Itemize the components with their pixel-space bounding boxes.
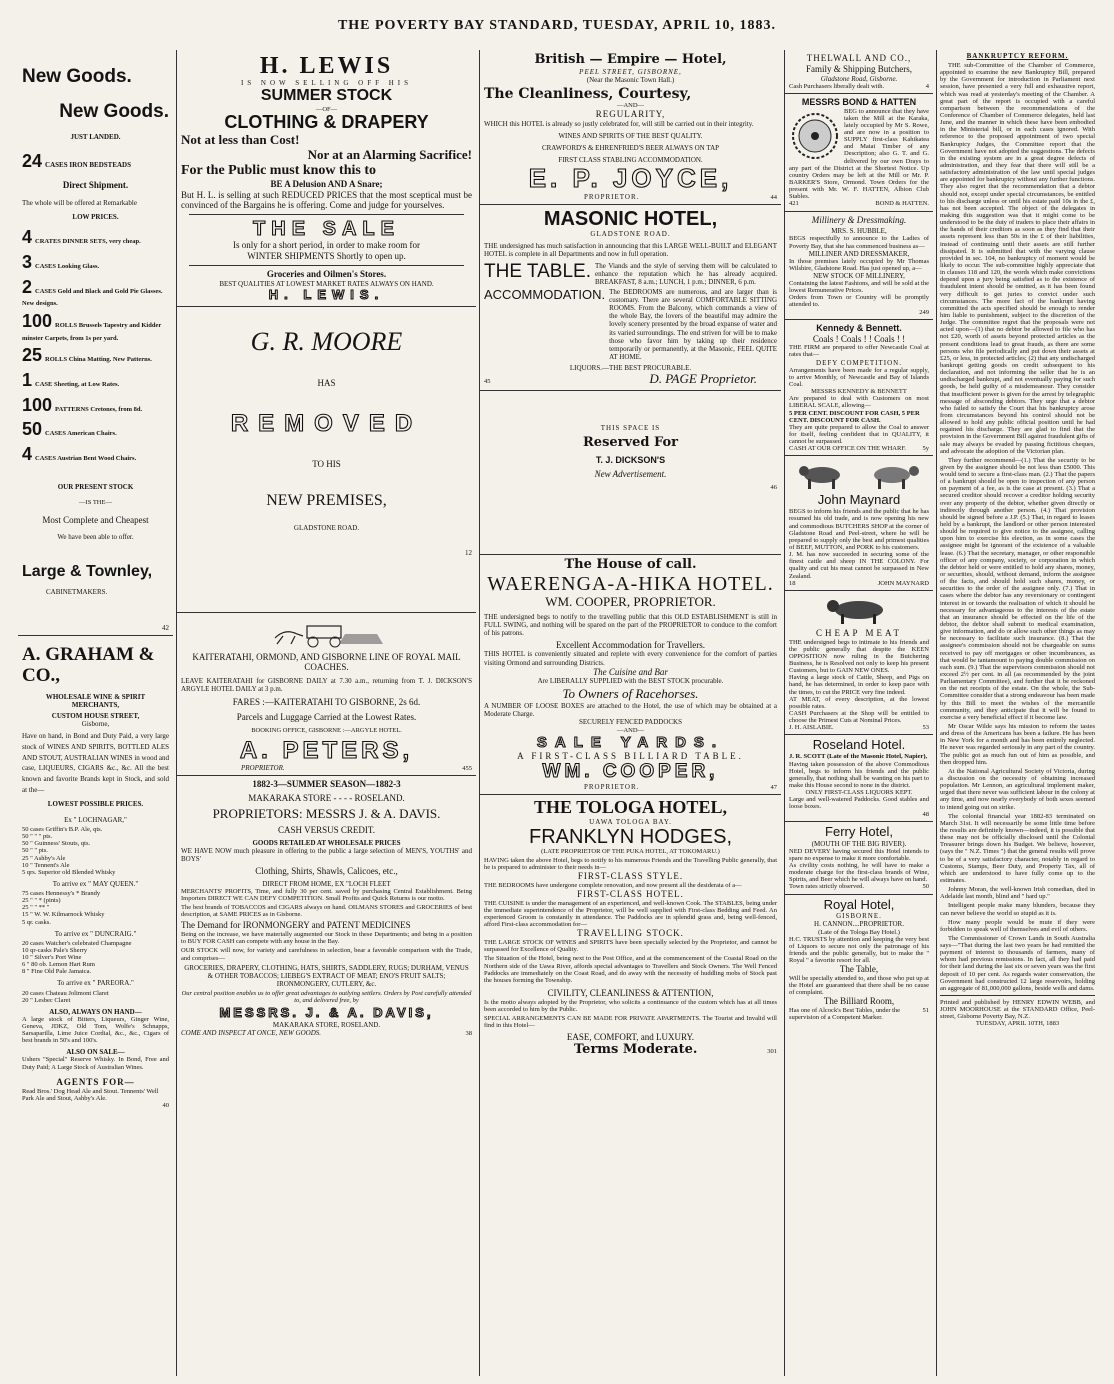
uawa: UAWA TOLOGA BAY. <box>589 817 672 826</box>
graham-body: Have on hand, in Bond and Duty Paid, a very large stock of WINES AND SPIRITS, BOTTLED ALES AND STOUT, AUSTRALIAN WINES in wood and case, LIQUEURS, CIGARS &c., &c. All the best known and favorite Brands kept in Stock, and sold at the— <box>22 731 169 795</box>
royal-heading: Royal Hotel, <box>823 896 895 912</box>
just-landed: JUST LANDED. <box>70 132 121 141</box>
ad-number-46: 46 <box>770 484 777 492</box>
thelwall-heading: THELWALL AND CO., <box>806 53 912 63</box>
low-prices: LOW PRICES. <box>72 213 119 222</box>
list-item: 10 " Silver's Port Wine <box>22 954 82 962</box>
and-1: —AND— <box>616 102 645 110</box>
masonic-ad <box>480 205 781 391</box>
central-position: Our central position enables us to offer great advantages to outlying settlers. Orders by Post carefully attended to, and delivered free, by <box>181 989 472 1004</box>
containing: Containing the latest Fashions, and will be sold at the lowest Remunerative Prices. <box>789 280 929 295</box>
groceries-list: GROCERIES, DRAPERY, CLOTHING, HATS, SHIRTS, SADDLERY, RUGS; DURHAM, VENUS & OTHER TOBACCOS; LIEBEG'S EXTRACT OF MEAT; ENO'S FRUIT SALTS; IRONMONGERY, CUTLERY, &c. <box>184 963 469 988</box>
also-on-sale: ALSO ON SALE— <box>66 1048 125 1057</box>
ad-number: 42 <box>162 623 169 632</box>
large-stock: THE LARGE STOCK OF WINES and SPIRITS have been specially selected by the Proprietor, and cannot be surpassed for Excellence of Quality. <box>484 939 777 954</box>
ad-number-2: 40 <box>162 1101 169 1109</box>
goods-item-text: ROLLS Brussels Tapestry and Kidder minster Carpets, from 1s per yard. <box>22 321 162 342</box>
dickson: T. J. DICKSON'S <box>595 454 666 465</box>
lewis-heading: H. LEWIS <box>259 53 394 79</box>
having-taken: HAVING taken the above Hotel, begs to notify to his numerous Friends and the Travelling Public generally, that he is prepared to administer to their needs in— <box>484 856 777 871</box>
lowest-prices: LOWEST POSSIBLE PRICES. <box>47 799 144 808</box>
and-2: —AND— <box>616 726 645 734</box>
best-qualities: BEST QUALITIES AT LOWEST MARKET RATES ALWAYS ON HAND. <box>219 279 434 288</box>
most-complete: Most Complete and Cheapest <box>42 514 149 525</box>
british-heading: British — Empire — Hotel, <box>534 52 727 67</box>
new-premises: NEW PREMISES, <box>266 492 387 510</box>
thelwall-ad <box>785 50 933 94</box>
goods-item-qty: 1 <box>22 369 33 390</box>
moore-heading: G. R. MOORE <box>250 326 403 356</box>
maynard-text-2: J. M. has now succeeded in securing some of the finest cattle and sheep IN THE COLONY. For quality and cut his meat cannot be surpassed in New Zealand. <box>789 551 929 580</box>
waerenga-heading: WAERENGA-A-HIKA HOTEL. <box>487 572 774 595</box>
proprietors: PROPRIETORS: MESSRS J. & A. DAVIS. <box>212 806 441 822</box>
nor-sacrifice: Nor at an Alarming Sacrifice! <box>307 146 472 162</box>
is-the: —IS THE— <box>79 499 112 507</box>
goods-item <box>22 277 169 308</box>
goods-list <box>22 227 169 465</box>
cheap-text-3: AT MEAT, of every description, at the lowest possible rates. <box>789 695 929 710</box>
goods-item <box>22 444 169 466</box>
the-sale: THE SALE <box>253 218 400 241</box>
coals: Coals ! Coals ! ! Coals ! ! <box>812 333 906 344</box>
demand: The Demand for IRONMONGERY and PATENT MEDICINES <box>181 920 411 931</box>
civility: CIVILITY, CLEANLINESS & ATTENTION, <box>547 987 714 998</box>
crawford: CRAWFORD'S & EHRENFRIED'S BEER ALWAYS ON TAP <box>541 144 720 153</box>
goods-item-text: CASE Sheeting, at Low Rates. <box>35 380 120 388</box>
bond-hatten-ad <box>785 94 933 212</box>
removed: REMOVED <box>230 409 423 437</box>
list-item: 5 qr. casks. <box>22 918 51 926</box>
convenient: THIS HOTEL is conveniently situated and replete with every convenience for the comfort of parties visiting Ormond and surrounding Districts. <box>484 650 777 667</box>
sale-period: Is only for a short period, in order to make room for <box>233 240 420 251</box>
goods-item <box>22 227 169 249</box>
list-item: 50 " Guinness' Stouts, qts. <box>22 840 91 848</box>
goods-item <box>22 395 169 417</box>
agents-for: AGENTS FOR— <box>56 1076 135 1087</box>
billiard-table: A FIRST-CLASS BILLIARD TABLE. <box>517 750 744 761</box>
lewis-ad <box>177 50 476 307</box>
deal-text: Are prepared to deal with Customers on most LIBERAL SCALE, allowing— <box>789 395 929 410</box>
list-item: 25 " " * (pints) <box>22 897 61 905</box>
list-item: 75 cases Hennessy's * Brandy <box>22 890 101 898</box>
bedrooms: THE BEDROOMS have undergone complete renovation, and now present all the desiderata of a— <box>484 881 742 889</box>
bull-illustration <box>819 596 899 626</box>
ad-number-3: 12 <box>465 548 472 557</box>
list-item: 8 " Fine Old Pale Jamaica. <box>22 968 92 976</box>
goods-item-qty: 25 <box>22 345 43 366</box>
delusion: BE A Delusion AND A Snare; <box>270 178 383 189</box>
maynard-heading: John Maynard <box>817 492 901 508</box>
peters-footer: PROPRIETOR. 455 <box>241 764 472 773</box>
civility-costs: As civility costs nothing, he will have to make a moderate charge for the first-class brands of Wine, Spirits, and Beer which he will always have on hand. <box>789 861 929 884</box>
fares: FARES :—KAITERATAHI TO GISBORNE, 2s 6d. <box>232 697 421 708</box>
kennedy-ad <box>785 320 933 457</box>
h-lewis-sig: H. LEWIS. <box>268 286 385 302</box>
list-item: 25 " " ** " <box>22 904 50 912</box>
news-paragraph: The Commissioner of Crown Lands in South Australia says—"That during the last two years he had remitted the payment of interest to thousands of farmers, many of whom had previous remissions. In fact, all they had paid for their land during the last six or seven years was the first deposit of 10 per cent. As regards water conservation, the Government had constructed 12 large reservoirs, holding an aggregate of 81,000,000 gallons, beside wells and dams. <box>940 934 1095 992</box>
increase: Being on the increase, we have materially augmented our Stock in these Departments; and being in a position to BUY FOR CASH can compete with any house in the Bay. <box>181 931 472 946</box>
table-text: Will be specially attended to, and those who put up at the Hotel are guaranteed that there shall be no cause of complaint. <box>789 975 929 997</box>
maynard-ad <box>785 456 933 590</box>
list-item: 10 qr-casks Pale's Sherry <box>22 946 88 954</box>
joyce-heading: E. P. JOYCE, <box>528 163 733 194</box>
of: —OF— <box>315 105 338 113</box>
late-puka: (LATE PROPRIETOR OF THE PUKA HOTEL, AT TOKOMARU.) <box>541 847 720 855</box>
loose-boxes: A NUMBER OF LOOSE BOXES are attached to the Hotel, the use of which may be obtained at a Moderate Charge. <box>484 702 777 719</box>
bankruptcy-heading: BANKRUPTCY REFORM. <box>966 52 1069 60</box>
roseland-ad <box>785 735 933 821</box>
goods-item-text: CASES American Chairs. <box>45 430 117 438</box>
davis-footer: COME AND INSPECT AT ONCE, NEW GOODS. 38 <box>181 1029 472 1038</box>
this-space: THIS SPACE IS <box>600 423 661 432</box>
coaches-heading: KAITERATAHI, ORMOND, AND GISBORNE LINE OF ROYAL MAIL COACHES. <box>192 651 461 673</box>
list-item: 20 cases Watcher's celebrated Champagne <box>22 939 132 947</box>
franklyn-hodges: FRANKLYN HODGES, <box>529 825 732 848</box>
goods-item-text: PATTERNS Cretones, from 8d. <box>55 405 143 413</box>
bond-text: BEG to announce that they have taken the Mill at the Karaka, lately occupied by Mr S. Rowe, and are now in a position to SUPPLY first-class Kahikatea and Matai Timber of any Description; also G. T. and G. delivered by our own Drays to any part of the District at the Shortest Notice. Up country Orders may be left at the Mill or Mr. P. BARKER'S Store, Ormond. Town Orders for the present with Mr. W. F. HATTEN, Albion Club Stables. <box>789 107 929 201</box>
agents-text: Read Bros.' Dog Head Ale and Stout. Tennents' Well Park Ale and Stout, Ashby's Ale. <box>22 1087 159 1102</box>
coach-illustration <box>267 618 387 650</box>
news-paragraph: THE sub-Committee of the Chamber of Commerce, appointed to examine the new Bankruptcy Bill, prepared by the Government for introduction in Parliament next session, have presented a very full and exhaustive report, which was read at yesterday's meeting of the Chamber. A great part of the report is occupied with a careful comparison between the recommendations of the Conference of Chamber of Commerce delegates, held last June, and the manner in which these have been embodied in the Ministerial bill, or in each cases ignored. With reference to the proposed appointment of two special Bankruptcy Judges, the Committee report that the Government have not adopted the suggestions. The defects in the existing system are in a great degree defects of administration, and they fear that there will still be a satisfactory administration of the law until special judges are appointed for bankruptcy without any further functions. They also regret that the recommendation that a debtor should not, except under special circumstances, be entitled to his discharge unless or until his estate paid 10s in the £, has not been accepted. The object of the delegates in making this suggestion was that it might come to be understood to be the duty of traders to place their affairs in the hands of their creditors as soon as they find that their assets represent less than 50s in the £ of their liabilities, instead of continuing until their assets are still further dissipated. It is submitted that with the varying clause provided in sec. 104, no bankruptcy of moment would be likely to occur. The sub-committee highly appreciate that in clauses 118 and 120, the words which make convictions depend upon a jury being satisfied as to the existence of fraudulent intent should be omitted, as it has been found very difficult to get juries to convict under such circumstances. The more fact of the bankrupt having committed the acts specified should be enough to render him liable to punishment, subject to the discretion of the Judge. The committee regret that the proposals were not acted upon—(1) that no debtor be allowed to file who has not £20, worth of assets beyond protected articles as the present conditions lead to great frauds, as there are some persons who file periodically and put down their assets at £25, or less, in protected articles; (2) that any undischarged bankrupt getting goods on credit subsequent to his declaration, and not informing the seller that he is an undischarged bankrupt, and not eventually paying for such goods, be held guilty of a misdemeanour. They consider that insufficient power is given for the arrest by telegraphic message of absconding debtors. They urge that a debtor who failed to satisfy the Court that his bankruptcy arose from circumstances beyond his control should not be allowed to hold any public official position until he had regained his discharge. They are glad to find that the provision in the Government Bill against fraudulent gifts of sale may always be evaded by passing fictitious cheques, and advocate the adoption of the Victorian plan. <box>940 62 1095 455</box>
list-item: 6 " 80 ob. Lemon Hart Rum <box>22 961 95 969</box>
column-3 <box>479 50 781 1376</box>
situation: The Situation of the Hotel, being next to the Post Office, and at the commencement of the Coastal Road on the Northern side of the Uawa River, affords special advantages to Travellers and Stock Owners. The Well Fenced Paddocks are immediately on the Coast Road, and do away with the necessity of huddling mobs of Stock past the houses forming the Township. <box>484 955 777 984</box>
news-paragraph: They further recommend—(1.) That the security to be given by the assignee should be not less than £5000. This would tend to secure a first-class man. (2.) That the papers of a bankrupt should be open to inspection of any person on payment of a fee, as is the case at present. (3.) That a secured creditor should recover a creditor holding security over any property of the debtor, whether given directly or indirectly through another person. (4.) That provision should be signed before a J.P. (5.) That, in regard to leases held by a bankrupt, the landlord or other person interested should be required to give notice to the assignee, calling upon him to exercise his election, as in some cases the assignee might be ignorant of the existence of a valuable lease. (6.) That the secretary, manager, or other responsible officer of any company, society, or corporation in which the debtor held or were entitled to hold any shares, money, or securities, should, without demand, inform the assignee of the facts, and should hold such shares, money, or securities to the order of the assignee only. (7.) That in cases where the debtor has any reversionary or contingent interest in or towards the realisation of which it should be necessary for advantageous to the interests of the estate that an insurance should be effected on the life of the debtor, the debtor shall submit to medical examination, give information, and do or allow such other things as may be necessary to facilitate such insurance. (8.) That the assignee's commission should not be chargeable on sums received to pay off mortgages or other incumbrances, as that would be tantamount to paying double commission on each sum. (9.) That the supervisors commission should not exceed 2½ per cent. in all (as recommended by the joint Parliamentary Committee), and further that it be reckoned on the net receipts of the estate. On the whole, the Sub-Committee consider that a strong endeavour has been made by this Bill to meet the wishes of the mercantile community, and they anticipate that it will be found to exercise a very beneficial effect if it become law. <box>940 456 1095 721</box>
waerenga-ad <box>480 555 781 795</box>
list-item: 15 " W. W. Kilmarnock Whisky <box>22 911 105 919</box>
graham-heading: A. GRAHAM & CO., <box>22 643 155 686</box>
thelwall-address: Gladstone Road, Gisborne. <box>820 74 898 83</box>
graham-ad <box>18 636 173 1112</box>
hc-text: H.C. TRUSTS by attention and keeping the very best of Liquors to secure not only the patronage of his friends and the public generally, but to make the " Royal " a favorite resort for all. <box>789 935 929 965</box>
sale-yards: SALE YARDS. <box>536 733 725 751</box>
goods-item <box>22 370 169 392</box>
racehorses: To Owners of Racehorses. <box>562 686 699 702</box>
billiard-room: The Billiard Room, <box>823 996 895 1007</box>
ferry-footer: Town rates strictly observed. 50 <box>789 883 929 891</box>
news-paragraph: At the National Agricultural Society of Victoria, during a discussion on the necessity of obtaining increased population. Mr Lennon, an agricultural implement maker, urged that there never was sufficient labour in the colony at any time, and now nearly everybody of both sexes seemed to intend going out on strike. <box>940 767 1095 811</box>
peel-street: PEEL STREET, GISBORNE, <box>579 67 682 76</box>
regularity: REGULARITY, <box>595 109 666 120</box>
wines-spirits: WINES AND SPIRITS OF THE BEST QUALITY. <box>558 132 703 141</box>
roseland-paddocks: Large and well-watered Paddocks. Good stables and loose boxes. <box>789 796 929 811</box>
offered-line: The whole will be offered at Remarkable <box>22 199 137 208</box>
reserved-for: Reserved For <box>583 434 678 450</box>
on-hand-text: A large stock of Bitters, Liqueurs, Ginger Wine, Geneva, JDKZ, Old Tom, Wolfe's Schnapps, Sarsaparilla, Lime Juice Cordial, &c., &c., Cigars of best brands in 50's and 100's. <box>22 1015 169 1045</box>
ad-number-48: 48 <box>922 810 929 818</box>
goods-item-qty: 3 <box>22 251 33 272</box>
hubble-premises: In those premises lately occupied by Mr Thomas Wilshire, Gladstone Road. Has just opened up, a— <box>789 257 929 272</box>
pareora-list <box>22 990 169 1004</box>
goods-item-text: CASES Looking Glass. <box>35 262 100 270</box>
saw-blade-icon <box>789 110 841 162</box>
maynard-text: BEGS to inform his friends and the public that he has resumed his old trade, and is now opening his new and commodious BUTCHERS SHOP at the corner of Gladstone Road and Peel-street, where he will be prepared to supply only the best and primest qualities of BEEF, MUTTON, and PORK to his customers. <box>789 508 929 551</box>
which-hotel: WHICH this HOTEL is already so justly celebrated for, will still be carried out in their integrity. <box>484 120 754 129</box>
summer-stock: SUMMER STOCK <box>260 87 393 105</box>
duncraig-list <box>22 940 169 976</box>
coaches-ad <box>177 613 476 777</box>
royal-ad <box>785 895 933 1025</box>
goods-item <box>22 345 169 367</box>
davis-ad <box>177 776 476 1040</box>
scott: J. R. SCOTT (Late of the Masonic Hotel, Napier), <box>789 753 928 761</box>
hubble-ad <box>785 212 933 320</box>
list-item: 25 " Ashby's Ale <box>22 854 66 862</box>
to-his: TO HIS <box>312 459 341 470</box>
quote: They are quite prepared to allow the Coal to answer for itself, feeling confident that in QUALITY, it cannot be surpassed. <box>789 423 929 446</box>
first-class-style: FIRST-CLASS STYLE. <box>577 870 684 881</box>
list-item: 20 cases Chateau Jolimont Claret <box>22 989 109 997</box>
news-column <box>937 50 1098 1030</box>
masonic-intro: THE undersigned has much satisfaction in announcing that this LARGE WELL-BUILT and ELEGANT HOTEL is complete in all Departments and now in full operation. <box>484 242 777 259</box>
special-arrangements: SPECIAL ARRANGEMENTS CAN BE MADE FOR PRIVATE APARTMENTS. The Tourist and Invalid will find in this Hotel— <box>484 1015 777 1030</box>
stabling: FIRST CLASS STABLING ACCOMMODATION. <box>558 156 703 165</box>
tologa-heading: THE TOLOGA HOTEL, <box>534 796 727 817</box>
news-paragraph: The colonial financial year 1882-83 terminated on March 31st. It will necessarily be some little time before the results are definitely known—indeed, it is possible that these may not be officially disclosed until the Colonial Treasurer brings down his Budget. We believe, however, (says the " N.Z. Times ") that the general results will prove to be of a very satisfactory character, notably in regard to Customs, Stamps, Beer Duty, and Property Tax, all of which are understood to have fully come up to the estimates. <box>940 812 1095 884</box>
list-item: 20 " Lesbec Claret <box>22 996 71 1004</box>
booking-office: BOOKING OFFICE, GISBORNE :—ARGYLE HOTEL. <box>251 726 402 734</box>
accommodation-section: ACCOMMODATION. The BEDROOMS are numerous, and are larger than is customary. There are several COMFORTABLE SITTING ROOMS. From the Balcony, which commands a view of the whole Bay, the lovers of the beautiful may admire the lovely scenery presented by the broad expanse of water and its varied surroundings. The end striven for will be to make those who favor him by taking up their residence temporarily or permanently, at the Masonic, FEEL QUITE AT HOME. <box>484 287 777 361</box>
season: 1882-3—SUMMER SEASON—1882-3 <box>252 779 401 790</box>
house-of-call: The House of call. <box>564 556 697 572</box>
news-paragraph: Johnny Moran, the well-known Irish comedian, died in Adelaide last month, blind and " hard up." <box>940 886 1095 901</box>
thelwall-footer: Cash Purchasers liberally dealt with. 4 <box>789 82 929 90</box>
direct-home: DIRECT FROM HOME, EX "LOCH FLEET <box>262 879 391 888</box>
cheap-meat: CHEAP MEAT <box>816 627 902 638</box>
cannon: H. CANNON....PROPRIETOR. <box>814 920 904 929</box>
excellent-accommodation: Excellent Accommodation for Travellers. <box>556 639 705 650</box>
imprint: Printed and published by HENRY EDWIN WEBB, and JOHN MOORHOUSE at the STANDARD Office, Peel-street, Gisborne Poverty Bay, N.Z. <box>940 999 1095 1021</box>
tobacco: The best brands of TOBACCOS and CIGARS always on hand. OILMANS STORES and GROCERIES of best description, at SAME PRICES as in Gisborne. <box>181 904 472 919</box>
tologa-late: (Late of the Tologa Bay Hotel.) <box>818 928 900 936</box>
royal-gisborne: GISBORNE. <box>836 912 882 921</box>
new-advertisement: New Advertisement. <box>594 469 667 480</box>
hubble-name: MRS. S. HUBBLE, <box>831 227 887 236</box>
goods-item-qty: 100 <box>22 310 53 331</box>
the-table: The Table, <box>839 964 879 975</box>
goods-item-text: CASES Austrian Bent Wood Chairs. <box>35 454 137 462</box>
arrangements: Arrangements have been made for a regular supply, to arrive Monthly, of Newcastle and Bay of Islands Coal. <box>789 366 929 388</box>
goods-item <box>22 419 169 441</box>
new-stock: NEW STOCK OF MILLINERY, <box>813 272 905 280</box>
cuisine-text: THE CUISINE is under the management of an experienced, and well-known Cook. The STABLES, being under the immediate superintendence of the Proprietor, will be well supplied with First-class Bedding and Feed. An experienced Groom is constantly in attendance. The Paddocks are in splendid grass and, being well-fenced, afford First-class accommodation for— <box>484 899 777 929</box>
wholesale-prices: GOODS RETAILED AT WHOLESALE PRICES <box>252 838 401 847</box>
not-less: Not at less than Cost! <box>181 131 300 147</box>
messrs-kb: MESSRS KENNEDY & BENNETT <box>811 388 907 396</box>
royal-footer: Has one of Alcock's Best Tables, under the supervision of a Competent Marker. 51 <box>789 1007 929 1022</box>
makaraka-store: MAKARAKA STORE - - - - ROSELAND. <box>248 793 405 804</box>
may-queen-list <box>22 890 169 926</box>
goods-item-qty: 2 <box>22 276 33 297</box>
kennedy-footer: CASH AT OUR OFFICE ON THE WHARF. 5y <box>789 445 929 453</box>
milliner: MILLINER AND DRESSMAKER, <box>808 249 910 258</box>
large-townley: Large & Townley, <box>22 563 153 581</box>
coaches-leave: LEAVE KAITERATAHI for GISBORNE DAILY at 7.30 a.m., returning from T. J. DICKSON'S ARGYLE HOTEL DAILY at 3 p.m. <box>181 677 472 694</box>
column-2 <box>176 50 476 1376</box>
new-goods-heading: New Goods. <box>22 66 132 87</box>
parcels: Parcels and Luggage Carried at the Lowest Rates. <box>236 711 417 722</box>
cabinetmakers: CABINETMAKERS. <box>46 587 108 596</box>
clothing-shirts: Clothing, Shirts, Shawls, Calicoes, etc., <box>255 865 398 876</box>
goods-item-text: CRATES DINNER SETS, very cheap. <box>35 238 141 246</box>
graham-custom: CUSTOM HOUSE STREET, <box>51 711 140 720</box>
devery: NED DEVERY having secured this Hotel intends to spare no expense to make it more comfortable. <box>789 847 929 862</box>
motto: Is the motto always adopted by the Proprietor, who solicits a continuance of the custom which has at all times been accorded to him by the Public. <box>484 998 777 1013</box>
ex-lochnagar: Ex " LOCHNAGAR," <box>64 815 127 824</box>
also-on-hand: ALSO, ALWAYS ON HAND— <box>49 1007 142 1016</box>
cheap-meat-ad <box>785 591 933 736</box>
able-to-offer: We have been able to offer. <box>57 533 134 542</box>
ferry-ad <box>785 822 933 895</box>
hubble-orders: Orders from Town or Country will be promptly attended to. <box>789 294 929 309</box>
liquors-kept: ONLY FIRST-CLASS LIQUORS KEPT. <box>805 789 913 797</box>
new-goods-heading-2: New Goods. <box>59 100 169 122</box>
list-item: 5 qrs. Superior old Blended Whisky <box>22 868 116 876</box>
our-stock: OUR STOCK will now, for variety and carefulness in selection, bear a favorable comparison with the Trade, and comprises— <box>181 947 472 962</box>
has: HAS <box>317 378 336 389</box>
maynard-footer: 18 JOHN MAYNARD <box>789 579 929 587</box>
present-stock: OUR PRESENT STOCK <box>57 483 134 492</box>
family-butchers: Family & Shipping Butchers, <box>805 63 912 74</box>
british-empire-ad <box>480 50 781 205</box>
gladstone-road: GLADSTONE ROAD. <box>293 524 360 533</box>
news-paragraph: Intelligent people make many blunders, because they can never believe the world so stupid as it is. <box>940 902 1095 917</box>
scott-text: Having taken possession of the above Commodious Hotel, begs to inform his friends and the public generally, that nothing shall be wanting on his part to make this House second to none in the district. <box>789 760 929 789</box>
clothing-drapery: CLOTHING & DRAPERY <box>224 111 429 132</box>
ex-duncraig: To arrive ex " DUNCRAIG." <box>54 929 137 938</box>
news-paragraph: Mr Oscar Wilde says his mission to reform the tastes and dress of the Americans has been a failure. He has been in New York for a month and has been entirely neglected. He never was regarded seriously in any part of the country. The public got as much fun out of him as possible, and then dropped him. <box>940 722 1095 766</box>
defy-competition: DEFY COMPETITION. <box>816 358 902 367</box>
tologa-footer: Terms Moderate. 301 <box>574 1042 777 1058</box>
ferry-heading: Ferry Hotel, <box>825 823 893 839</box>
direct-shipment: Direct Shipment. <box>62 180 129 191</box>
list-item: 10 " Tennent's Ale <box>22 861 70 869</box>
waerenga-intro: THE undersigned begs to notify to the travelling public that this OLD ESTABLISHMENT is still in FULL SWING, and nothing will be spared on the part of the PROPRIETOR to conduce to the comfort of his patrons. <box>484 612 777 637</box>
page-footer: 45 D. PAGE Proprietor. <box>484 370 757 386</box>
millinery-heading: Millinery & Dressmaking. <box>811 214 907 225</box>
have-now: WE HAVE NOW much pleasure in offering to the public a large selection of MEN'S, YOUTHS' and BOYS' <box>181 846 472 863</box>
list-item: 50 " " " pts. <box>22 833 53 841</box>
winter-shipments: WINTER SHIPMENTS Shortly to open up. <box>247 250 406 261</box>
cuisine-bar: The Cuisine and Bar <box>593 666 668 677</box>
news-paragraphs <box>940 62 1095 992</box>
cleanliness: The Cleanliness, Courtesy, <box>484 86 692 103</box>
bond-heading: MESSRS BOND & HATTEN <box>801 96 917 107</box>
kennedy-heading: Kennedy & Bennett. <box>816 322 902 333</box>
travelling-stock: TRAVELLING STOCK. <box>577 928 684 939</box>
aislabie-footer: J. H. AISLABIE. 53 <box>789 724 929 732</box>
table-section: THE TABLE. The Viands and the style of serving them will be calculated to enhance the reputation which he has already acquired. BREAKFAST, 8 a.m.; LUNCH, 1 p.m.; DINNER, 6 p.m. <box>484 261 777 287</box>
list-item: 50 cases Griffin's B.P. Ale, qts. <box>22 825 103 833</box>
sale-text: Ushers "Special" Reserve Whisky. In Bond, Free and Duty Paid; A Large Stock of Australian Wines. <box>22 1056 169 1071</box>
new-goods-ad <box>18 50 173 636</box>
goods-item-text: ROLLS China Matting. New Patterns. <box>45 356 152 364</box>
masonic-road: GLADSTONE ROAD. <box>590 229 671 238</box>
makaraka-roseland: MAKARAKA STORE, ROSELAND. <box>272 1021 381 1030</box>
hubble-text: BEGS respectfully to announce to the Ladies of Poverty Bay, that she has commenced business as— <box>789 235 929 250</box>
cooper-footer: PROPRIETOR. 47 <box>584 782 777 791</box>
column-5 <box>936 50 1098 1376</box>
ex-pareora: To arrive ex " PAREORA." <box>57 979 134 988</box>
goods-item <box>22 252 169 274</box>
ex-may-queen: To arrive ex " MAY QUEEN." <box>52 879 139 888</box>
ad-number-249: 249 <box>919 308 929 316</box>
cooper-proprietor: WM. COOPER, PROPRIETOR. <box>545 593 716 609</box>
dickson-reserved <box>480 391 781 555</box>
liberally-supplied: Are LIBERALLY SUPPLIED with the BEST STOCK procurable. <box>537 677 724 686</box>
cash-credit: CASH VERSUS CREDIT. <box>278 824 375 835</box>
beds-line: 24 CASES IRON BEDSTEADS <box>22 150 132 171</box>
goods-item-qty: 100 <box>22 394 53 415</box>
discount: 5 PER CENT. DISCOUNT FOR CASH, 5 PER CENT. DISCOUNT FOR CASH. <box>789 409 920 424</box>
moore-ad <box>177 307 476 613</box>
column-4 <box>784 50 933 1376</box>
near-masonic: (Near the Masonic Town Hall.) <box>586 75 675 84</box>
roseland-heading: Roseland Hotel. <box>812 737 906 753</box>
lewis-selling: IS NOW SELLING OFF HIS <box>240 79 413 88</box>
paddocks: SECURELY FENCED PADDOCKS <box>578 718 683 727</box>
list-item: 50 " " pts. <box>22 847 48 855</box>
firm-text: THE FIRM are prepared to offer Newcastle Coal at rates that— <box>789 344 929 359</box>
column-1 <box>18 50 173 1376</box>
mouth: (MOUTH OF THE BIG RIVER). <box>811 839 907 848</box>
lewis-but: But H. L. is selling at such REDUCED PRICES that the most sceptical must be convinced of the Bargains he is offering. Come and judge for yourselves. <box>181 189 472 211</box>
public-know: For the Public must know this to <box>181 162 376 178</box>
lochnagar-list <box>22 826 169 876</box>
davis-sig: MESSRS. J. & A. DAVIS, <box>219 1005 434 1021</box>
cheap-text: THE undersigned begs to intimate to his friends and the public generally that despite the KEEN OPPOSITION now ruling in the Butchering Business, he is Resolved not only to keep his present Customers, but to GAIN NEW ONES. <box>789 638 929 675</box>
merchants-profits: MERCHANTS' PROFITS, Time, and fully 30 per cent. saved by purchasing Central Establishment. Being Importers DIRECT WE CAN DEFY COMPETITION. Small Profits and Quick Returns is our motto. <box>181 887 472 902</box>
graham-gisborne: Gisborne, <box>81 719 110 728</box>
ease-comfort: EASE, COMFORT, and LUXURY. <box>566 1032 695 1043</box>
first-class-hotel: FIRST-CLASS HOTEL. <box>577 888 684 899</box>
groceries-heading: Groceries and Oilmen's Stores. <box>266 268 387 279</box>
masthead: THE POVERTY BAY STANDARD, TUESDAY, APRIL 10, 1883. <box>337 18 777 33</box>
masonic-heading: MASONIC HOTEL, <box>543 207 718 230</box>
goods-item-qty: 50 <box>22 419 43 440</box>
joyce-footer: PROPRIETOR. 44 <box>584 192 777 201</box>
goods-item <box>22 311 169 342</box>
peters-heading: A. PETERS, <box>239 736 414 764</box>
tologa-ad <box>480 795 781 1061</box>
wm-cooper: WM. COOPER, <box>542 760 719 782</box>
news-paragraph: How many people would be mute if they were forbidden to speak well of themselves and evil of others. <box>940 918 1095 933</box>
imprint-date: TUESDAY, APRIL 10TH, 1883 <box>975 1020 1060 1028</box>
goods-item-text: CASES Gold and Black and Gold Pie Glasses. New designs. <box>22 287 163 308</box>
cheap-text-4: CASH Purchasers at the Shop will be entitled to choose the Primest Cuts at Nominal Prices. <box>789 710 929 725</box>
liquors: LIQUORS.—THE BEST PROCURABLE. <box>569 363 692 372</box>
bond-footer: 421 BOND & HATTEN. <box>789 200 929 208</box>
graham-wholesale: WHOLESALE WINE & SPIRIT MERCHANTS, <box>45 692 146 709</box>
cattle-illustration <box>792 461 927 491</box>
goods-item-qty: 4 <box>22 227 33 248</box>
goods-item-qty: 4 <box>22 443 33 464</box>
cheap-text-2: Having a large stock of Cattle, Sheep, and Pigs on hand, he has determined, in order to keep pace with the times, to cut the PRICE very fine indeed. <box>789 674 929 696</box>
